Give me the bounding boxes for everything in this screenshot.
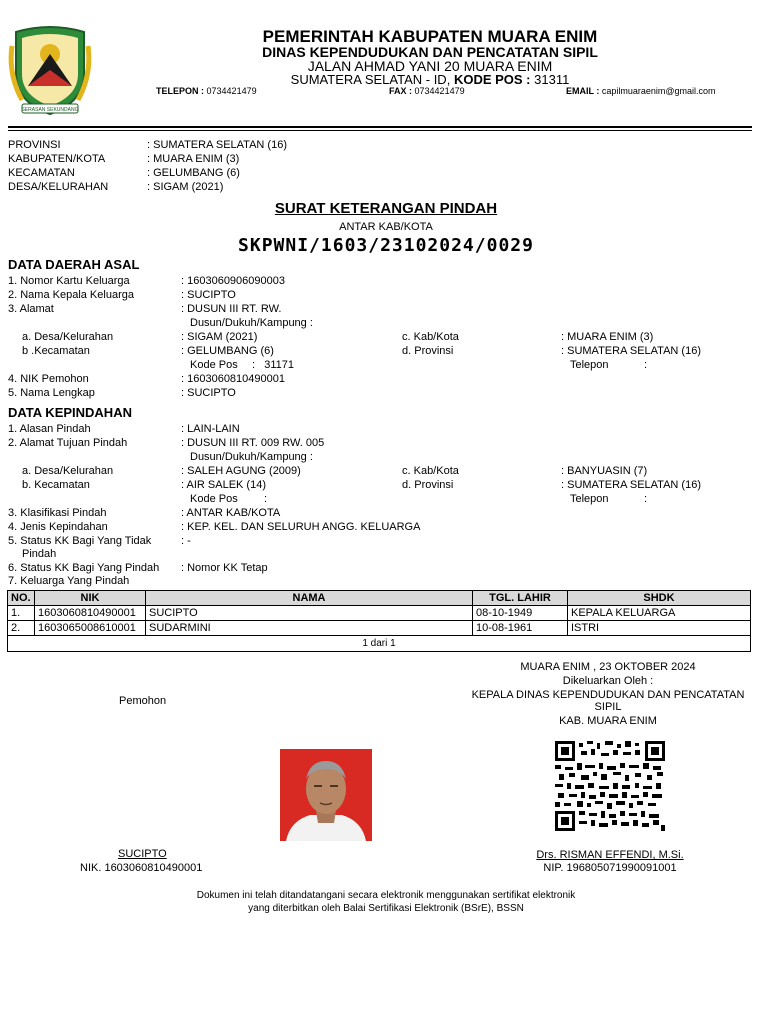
asal-kabkota-label: c. Kab/Kota [402,331,459,343]
asal-kabkota-value: : MUARA ENIM (3) [561,331,654,343]
asal-nik-value: : 1603060810490001 [181,373,285,385]
pindah-keluarga-label: 7. Keluarga Yang Pindah [8,575,130,587]
row2-tgl-lahir: 10-08-1961 [473,621,568,636]
document-title: SURAT KETERANGAN PINDAH [274,200,498,217]
document-subtitle: ANTAR KAB/KOTA [339,221,433,233]
pindah-kabkota-value: : BANYUASIN (7) [561,465,648,477]
header-divider-thick [8,126,752,128]
region-provinsi-value: : SUMATERA SELATAN (16) [147,139,287,151]
family-table-header [8,591,751,606]
logo-motto: SERASAN SEKUNDANG [21,107,79,113]
pindah-status-tidak-label-cont: Pindah [22,548,57,560]
header-region: SUMATERA SELATAN - ID, [290,72,451,87]
pindah-kodepos-label: Kode Pos [190,493,238,505]
pindah-status-pindah-label: 6. Status KK Bagi Yang Pindah [8,562,160,574]
header-region-line [170,72,690,87]
sign-official-name: Drs. RISMAN EFFENDI, M.Si. [536,849,684,861]
pindah-status-tidak-value: : - [181,535,191,547]
row2-nik: 1603065008610001 [35,621,146,636]
pindah-status-pindah-value: : Nomor KK Tetap [181,562,268,574]
email-label: EMAIL : [566,86,600,96]
table-row [8,621,751,636]
section-pindah-heading: DATA KEPINDAHAN [8,405,132,420]
table-pager: 1 dari 1 [7,635,751,652]
header-fax [389,86,465,96]
pindah-alasan-value: : LAIN-LAIN [181,423,240,435]
sign-pemohon-name: SUCIPTO [118,848,167,860]
asal-kecamatan-value: : GELUMBANG (6) [181,345,274,357]
sign-office-b: SIPIL [594,701,622,713]
family-table [7,590,751,636]
region-kecamatan-label: KECAMATAN [8,167,75,179]
person-photo-icon [280,749,372,841]
asal-provinsi-value: : SUMATERA SELATAN (16) [561,345,701,357]
col-nama: NAMA [146,591,473,606]
header-kodepos-value: 31311 [534,72,570,87]
regency-logo-icon [8,24,92,120]
header-address: JALAN AHMAD YANI 20 MUARA ENIM [307,58,553,74]
asal-provinsi-label: d. Provinsi [402,345,454,357]
asal-alamat-value: : DUSUN III RT. RW. [181,303,282,315]
pindah-desa-label: a. Desa/Kelurahan [22,465,114,477]
row1-tgl-lahir: 08-10-1949 [473,606,568,621]
row2-no: 2. [8,621,35,636]
row1-nik: 1603060810490001 [35,606,146,621]
sign-official-nip: NIP. 196805071990091001 [543,862,677,874]
header-email [566,86,716,96]
pindah-kabkota-label: c. Kab/Kota [402,465,459,477]
asal-kepala-label: 2. Nama Kepala Keluarga [8,289,134,301]
sign-pemohon-nik: NIK. 1603060810490001 [80,862,203,874]
applicant-photo [280,749,372,841]
table-row [8,606,751,621]
asal-nik-label: 4. NIK Pemohon [8,373,89,385]
pindah-kodepos-value: : [264,493,268,505]
sign-office-c: KAB. MUARA ENIM [559,715,657,727]
sign-place-date: MUARA ENIM , 23 OKTOBER 2024 [520,661,696,673]
pindah-jenis-value: : KEP. KEL. DAN SELURUH ANGG. KELUARGA [181,521,421,533]
row2-shdk: ISTRI [568,621,751,636]
qr-code-icon [555,741,665,831]
header-department: DINAS KEPENDUDUKAN DAN PENCATATAN SIPIL [262,44,598,60]
section-asal-heading: DATA DAERAH ASAL [8,257,140,272]
col-nik: NIK [35,591,146,606]
region-desa-label: DESA/KELURAHAN [8,181,109,193]
pindah-klasifikasi-label: 3. Klasifikasi Pindah [8,507,107,519]
asal-telepon-label: Telepon [570,359,609,371]
row1-no: 1. [8,606,35,621]
pindah-jenis-label: 4. Jenis Kepindahan [8,521,108,533]
asal-kepala-value: : SUCIPTO [181,289,236,301]
pindah-kecamatan-label: b. Kecamatan [22,479,90,491]
asal-dusun-label: Dusun/Dukuh/Kampung : [190,317,313,329]
region-kabupaten-value: : MUARA ENIM (3) [147,153,240,165]
region-provinsi-label: PROVINSI [8,139,61,151]
pindah-alamat-label: 2. Alamat Tujuan Pindah [8,437,128,449]
row1-shdk: KEPALA KELUARGA [568,606,751,621]
asal-desa-label: a. Desa/Kelurahan [22,331,114,343]
pindah-alasan-label: 1. Alasan Pindah [8,423,91,435]
region-kabupaten-label: KABUPATEN/KOTA [8,153,106,165]
row2-nama: SUDARMINI [146,621,473,636]
asal-kk-value: : 1603060906090003 [181,275,285,287]
asal-kk-label: 1. Nomor Kartu Keluarga [8,275,130,287]
asal-kecamatan-label: b .Kecamatan [22,345,90,357]
document-number: SKPWNI/1603/23102024/0029 [238,235,534,256]
pindah-status-tidak-label: 5. Status KK Bagi Yang Tidak [8,535,152,547]
asal-kodepos-label: Kode Pos [190,359,238,371]
col-tgl-lahir: TGL. LAHIR [473,591,568,606]
region-desa-value: : SIGAM (2021) [147,181,224,193]
sign-office-a: KEPALA DINAS KEPENDUDUKAN DAN PENCATATAN [471,689,745,701]
header-telepon [156,86,257,96]
pindah-alamat-value: : DUSUN III RT. 009 RW. 005 [181,437,325,449]
region-kecamatan-value: : GELUMBANG (6) [147,167,240,179]
asal-nama-label: 5. Nama Lengkap [8,387,95,399]
pindah-klasifikasi-value: : ANTAR KAB/KOTA [181,507,281,519]
footer-note-2: yang diterbitkan oleh Balai Sertifikasi Elektronik (BSrE), BSSN [248,903,524,914]
email-value: capilmuaraenim@gmail.com [601,86,716,96]
sign-issued-by: Dikeluarkan Oleh : [562,675,654,687]
row1-nama: SUCIPTO [146,606,473,621]
asal-alamat-label: 3. Alamat [8,303,54,315]
pindah-desa-value: : SALEH AGUNG (2009) [181,465,301,477]
header-divider-thin [8,130,752,131]
pindah-provinsi-label: d. Provinsi [402,479,454,491]
footer-note-1: Dokumen ini telah ditandatangani secara elektronik menggunakan sertifikat elektronik [196,890,576,901]
telepon-value: 0734421479 [206,86,257,96]
header-kodepos-label: KODE POS : [453,72,531,87]
asal-desa-value: : SIGAM (2021) [181,331,258,343]
asal-kodepos-value: : 31171 [252,359,294,371]
sign-pemohon-label: Pemohon [119,695,167,707]
pindah-telepon-label: Telepon [570,493,609,505]
pindah-provinsi-value: : SUMATERA SELATAN (16) [561,479,701,491]
asal-telepon-value: : [644,359,648,371]
col-no: NO. [8,591,35,606]
telepon-label: TELEPON : [156,86,205,96]
asal-nama-value: : SUCIPTO [181,387,236,399]
pindah-telepon-value: : [644,493,648,505]
col-shdk: SHDK [568,591,751,606]
header-government: PEMERINTAH KABUPATEN MUARA ENIM [262,27,598,46]
fax-value: 0734421479 [414,86,465,96]
fax-label: FAX : [389,86,413,96]
pindah-kecamatan-value: : AIR SALEK (14) [181,479,266,491]
pindah-dusun-label: Dusun/Dukuh/Kampung : [190,451,313,463]
